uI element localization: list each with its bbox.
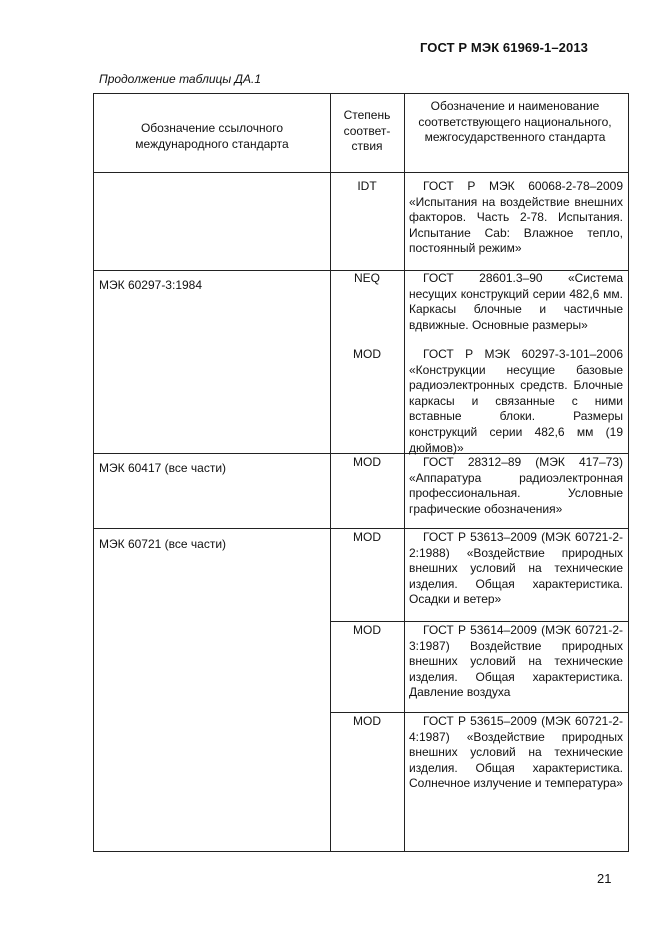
column-header-national: Обозначение и наименование соответствующего национального, межгосударственного стандарта bbox=[418, 99, 612, 145]
column-divider bbox=[404, 94, 405, 851]
entry-divider bbox=[330, 712, 628, 713]
national-standard-cell: ГОСТ Р 53613–2009 (МЭК 60721-2-2:1988) «Воздействие природных внешних условий на технические изделия. Общая характеристика. Осадки и ветер» bbox=[409, 530, 623, 607]
reference-cell: МЭК 60417 (все части) bbox=[99, 461, 227, 475]
header-divider bbox=[94, 172, 628, 173]
degree-cell: MOD bbox=[353, 714, 381, 728]
reference-cell: МЭК 60297-3:1984 bbox=[99, 278, 203, 292]
degree-cell: MOD bbox=[353, 623, 381, 637]
row-divider bbox=[94, 528, 628, 529]
national-standard-cell: ГОСТ Р МЭК 60297-3-101–2006 «Конструкции несущие базовые радиоэлектронных средств. Блочные каркасы и связанные с ними вставные блоки. Размеры конструкций серии 482,6 мм (19 дюймов)» bbox=[409, 347, 623, 455]
national-standard-cell: ГОСТ Р 53615–2009 (МЭК 60721-2-4:1987) «Воздействие природных внешних условий на технические изделия. Общая характеристика. Солнечное излучение и температура» bbox=[409, 714, 623, 791]
degree-cell: IDT bbox=[357, 179, 377, 193]
degree-cell: MOD bbox=[353, 347, 381, 361]
national-standard-cell: ГОСТ 28312–89 (МЭК 417–73) «Аппаратура радиоэлектронная профессиональная. Условные графические обозначения» bbox=[409, 455, 623, 516]
reference-cell: МЭК 60721 (все части) bbox=[99, 537, 227, 551]
degree-cell: MOD bbox=[353, 530, 381, 544]
document-code: ГОСТ Р МЭК 61969-1–2013 bbox=[420, 40, 588, 55]
national-standard-cell: ГОСТ Р МЭК 60068-2-78–2009 «Испытания на воздействие внешних факторов. Часть 2-78. Испытания. Испытание Cab: Влажное тепло, постоянный режим» bbox=[409, 179, 623, 256]
degree-cell: NEQ bbox=[353, 271, 380, 285]
entry-divider bbox=[330, 621, 628, 622]
degree-cell: MOD bbox=[353, 455, 381, 469]
national-standard-cell: ГОСТ 28601.3–90 «Система несущих конструкций серии 482,6 мм. Каркасы блочные и частичные вдвижные. Основные размеры» bbox=[409, 271, 623, 332]
column-header-degree: Степень соответ-ствия bbox=[343, 108, 391, 154]
reference-standards-table bbox=[93, 93, 629, 852]
table-caption: Продолжение таблицы ДА.1 bbox=[99, 72, 262, 86]
national-standard-cell: ГОСТ Р 53614–2009 (МЭК 60721-2-3:1987) Воздействие природных внешних условий на технические изделия. Общая характеристика. Давление воздуха bbox=[409, 623, 623, 700]
page-number: 21 bbox=[597, 871, 612, 886]
column-divider bbox=[330, 94, 331, 851]
column-header-reference: Обозначение ссылочного международного стандарта bbox=[135, 121, 289, 151]
